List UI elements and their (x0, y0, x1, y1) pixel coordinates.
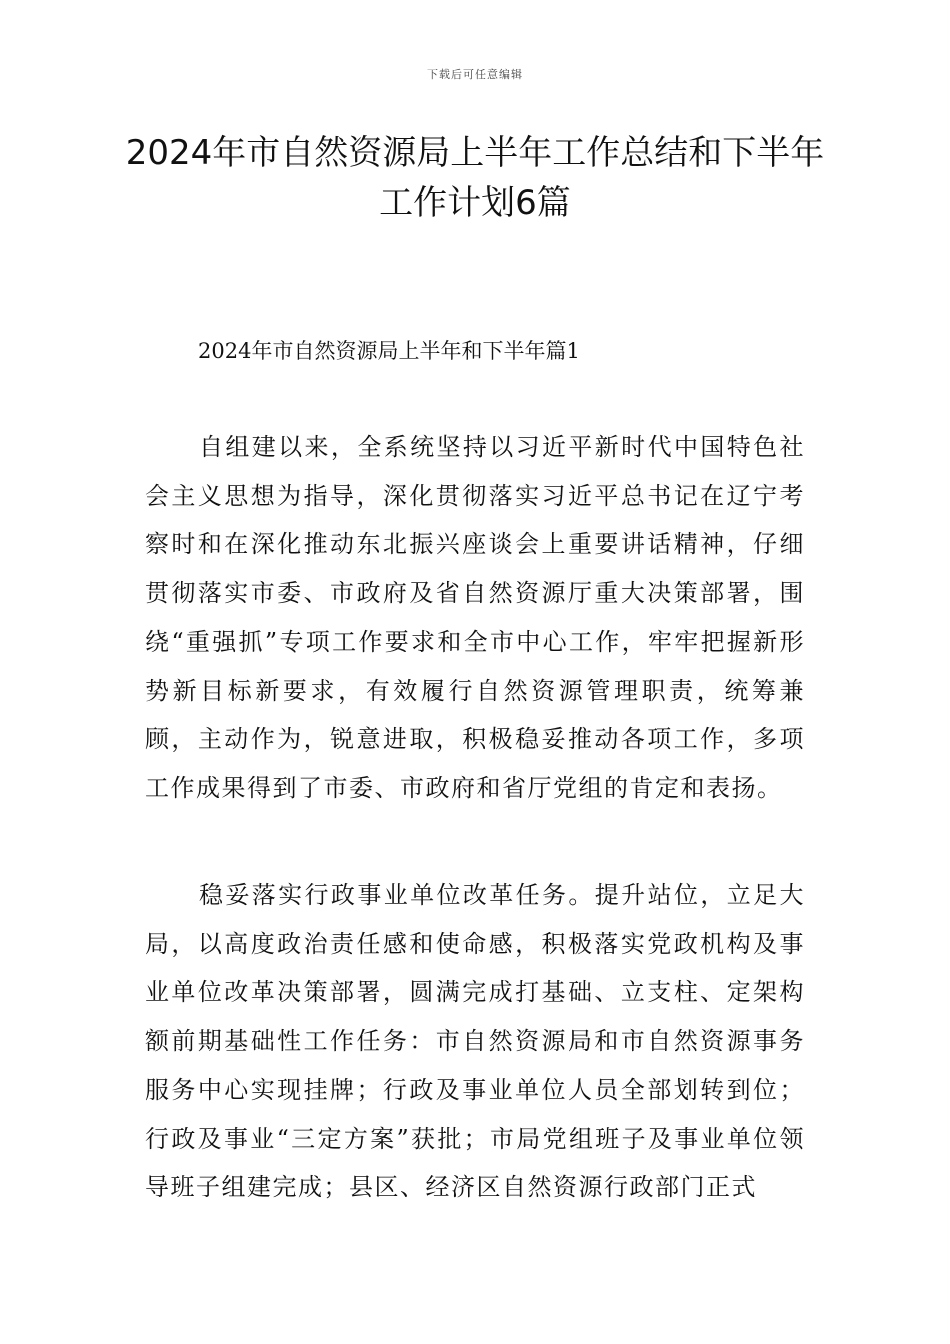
document-title: 2024年市自然资源局上半年工作总结和下半年工作计划6篇 (125, 133, 825, 223)
section-heading: 2024年市自然资源局上半年和下半年篇1 (198, 339, 580, 363)
paragraph-reform: 稳妥落实行政事业单位改革任务。提升站位，立足大局，以高度政治责任感和使命感，积极落实党政机构及事业单位改革决策部署，圆满完成打基础、立支柱、定架构额前期基础性工作任务：市自然资源局和市自然资源事务服务中心实现挂牌；行政及事业单位人员全部划转到位；行政及事业“三定方案”获批；市局党组班子及事业单位领导班子组建完成；县区、经济区自然资源行政部门正式 (145, 881, 805, 1202)
header-note: 下载后可任意编辑 (427, 68, 523, 81)
paragraph-intro: 自组建以来，全系统坚持以习近平新时代中国特色社会主义思想为指导，深化贯彻落实习近平总书记在辽宁考察时和在深化推动东北振兴座谈会上重要讲话精神，仔细贯彻落实市委、市政府及省自然资源厅重大决策部署，围绕“重强抓”专项工作要求和全市中心工作，牢牢把握新形势新目标新要求，有效履行自然资源管理职责，统筹兼顾，主动作为，锐意进取，积极稳妥推动各项工作，多项工作成果得到了市委、市政府和省厅党组的肯定和表扬。 (145, 433, 805, 802)
